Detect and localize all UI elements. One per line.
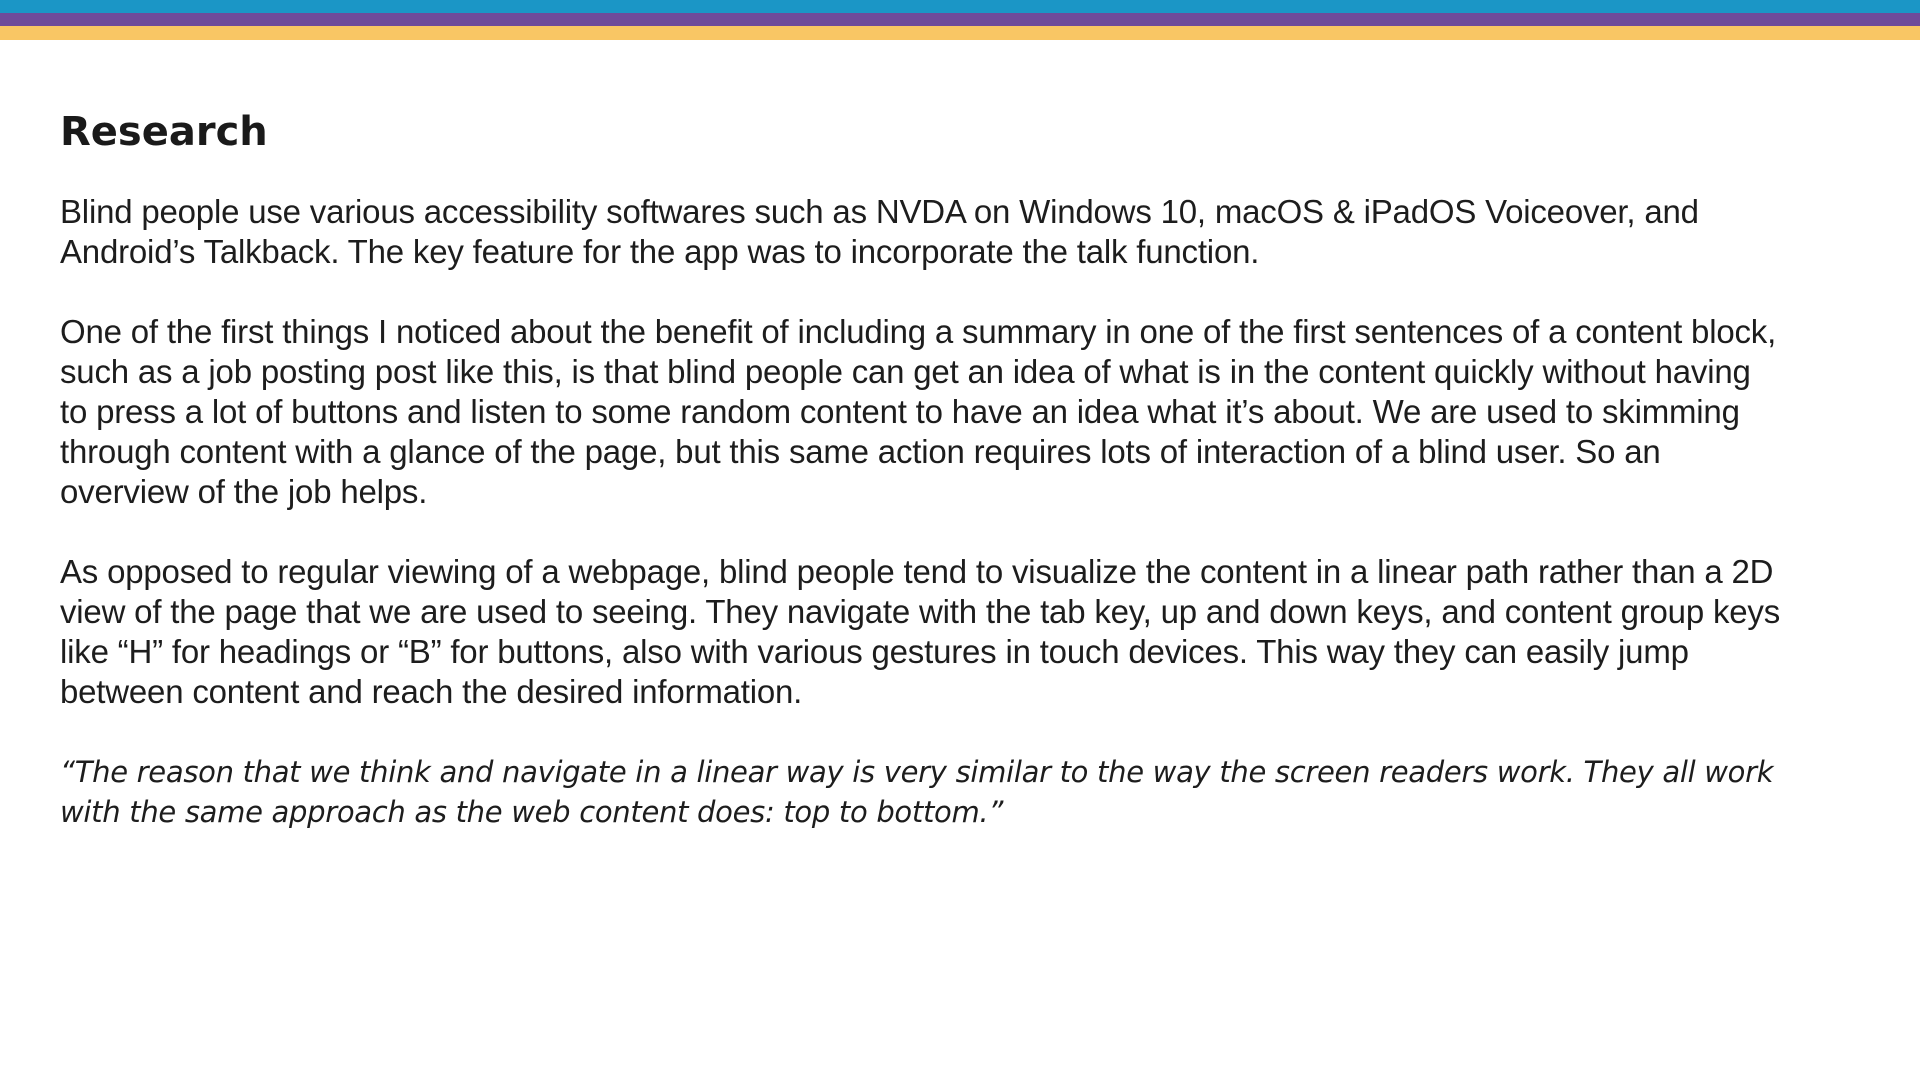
yellow-stripe [0,26,1920,40]
blue-stripe [0,0,1920,13]
paragraph-summary-benefit: One of the first things I noticed about the benefit of including a summary in one of the first sentences of a content block, such as a job posting post like this, is that blind people can get an idea of what is in the content quickly without having to press a lot of buttons and listen to some random content to have an idea what it’s about. We are used to skimming through content with a glance of the page, but this same action requires lots of interaction of a blind user. So an overview of the job helps. [60,313,1777,510]
decorative-header-stripes [0,0,1920,40]
slide-content [60,100,1780,832]
purple-stripe [0,13,1920,26]
paragraph-accessibility-software: Blind people use various accessibility softwares such as NVDA on Windows 10, macOS & iPadOS Voiceover, and Android’s Talkback. The key feature for the app was to incorporate the talk function. [60,193,1699,270]
page-title: Research [60,109,268,155]
paragraph-linear-navigation: As opposed to regular viewing of a webpage, blind people tend to visualize the content in a linear path rather than a 2D view of the page that we are used to seeing. They navigate with the tab key, up and down keys, and content group keys like “H” for headings or “B” for buttons, also with various gestures in touch devices. This way they can easily jump between content and reach the desired information. [60,553,1780,710]
user-quote: “The reason that we think and navigate in a linear way is very similar to the way the screen readers work. They all work with the same approach as the web content does: top to bottom.” [60,755,1774,829]
